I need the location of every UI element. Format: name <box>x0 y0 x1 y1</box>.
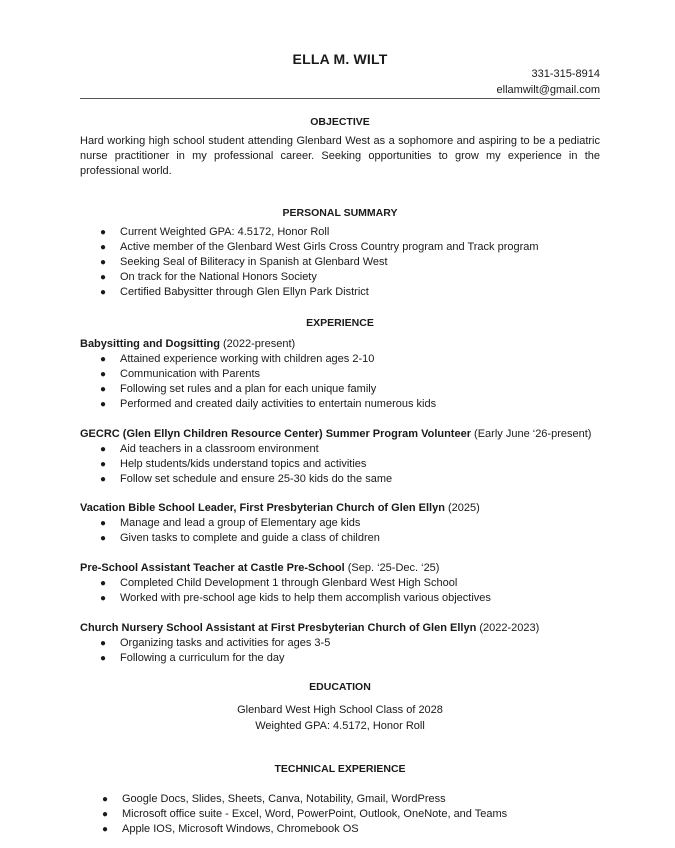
job-title: Vacation Bible School Leader, First Presbyterian Church of Glen Ellyn (2025) <box>80 502 480 514</box>
list-item: ● Active member of the Glenbard West Girls Cross Country program and Track program <box>100 241 539 253</box>
list-item: ● Apple IOS, Microsoft Windows, Chromebook OS <box>102 823 359 835</box>
job-title: GECRC (Glen Ellyn Children Resource Center) Summer Program Volunteer (Early June ‘26-present) <box>80 428 592 440</box>
bullet-icon: ● <box>100 272 107 283</box>
technical-experience-heading: TECHNICAL EXPERIENCE <box>274 763 406 775</box>
list-item: ● Organizing tasks and activities for ages 3-5 <box>100 637 331 649</box>
bullet-icon: ● <box>100 399 107 410</box>
bullet-icon: ● <box>102 794 109 805</box>
objective-heading: OBJECTIVE <box>310 116 370 128</box>
bullet-icon: ● <box>100 533 107 544</box>
list-item: ● Help students/kids understand topics and activities <box>100 458 367 470</box>
bullet-icon: ● <box>100 444 107 455</box>
list-item: ● Microsoft office suite - Excel, Word, PowerPoint, Outlook, OneNote, and Teams <box>102 808 508 820</box>
job-title: Babysitting and Dogsitting (2022-present) <box>80 338 296 350</box>
list-item: ● Follow set schedule and ensure 25-30 kids do the same <box>100 473 393 485</box>
job-duties-list <box>80 516 600 546</box>
bullet-icon: ● <box>100 227 107 238</box>
bullet-icon: ● <box>100 638 107 649</box>
bullet-icon: ● <box>100 518 107 529</box>
personal-summary-list <box>80 225 600 300</box>
list-item: ● Aid teachers in a classroom environment <box>100 443 319 455</box>
objective-text: Hard working high school student attending Glenbard West as a sophomore and aspiring to be a pediatric nurse practitioner in my professional career. Seeking opportunities to grow my experience in the professional world. <box>80 135 600 177</box>
bullet-icon: ● <box>100 369 107 380</box>
list-item: ● Certified Babysitter through Glen Ellyn Park District <box>100 286 369 298</box>
bullet-icon: ● <box>100 287 107 298</box>
personal-summary-heading: PERSONAL SUMMARY <box>282 207 398 219</box>
bullet-icon: ● <box>100 354 107 365</box>
list-item: ● Completed Child Development 1 through Glenbard West High School <box>100 577 458 589</box>
header-divider <box>80 98 600 99</box>
job-duties-list <box>80 442 600 487</box>
job-title: Pre-School Assistant Teacher at Castle Pre-School (Sep. ‘25-Dec. ‘25) <box>80 562 440 574</box>
education-school: Glenbard West High School Class of 2028 <box>237 704 443 716</box>
job-duties-list <box>80 352 600 412</box>
bullet-icon: ● <box>100 593 107 604</box>
email-address: ellamwilt@gmail.com <box>496 84 600 96</box>
list-item: ● Given tasks to complete and guide a class of children <box>100 532 380 544</box>
list-item: ● Current Weighted GPA: 4.5172, Honor Roll <box>100 226 330 238</box>
bullet-icon: ● <box>100 257 107 268</box>
phone-number: 331-315-8914 <box>531 68 600 80</box>
list-item: ● Communication with Parents <box>100 368 261 380</box>
list-item: ● Following a curriculum for the day <box>100 652 285 664</box>
list-item: ● Seeking Seal of Biliteracy in Spanish at Glenbard West <box>100 256 388 268</box>
list-item: ● Attained experience working with children ages 2-10 <box>100 353 375 365</box>
bullet-icon: ● <box>100 459 107 470</box>
bullet-icon: ● <box>100 578 107 589</box>
bullet-icon: ● <box>100 242 107 253</box>
list-item: ● Manage and lead a group of Elementary age kids <box>100 517 361 529</box>
job-duties-list <box>80 576 600 606</box>
technical-skills-list <box>80 792 600 837</box>
candidate-name: ELLA M. WILT <box>292 51 388 67</box>
job-title: Church Nursery School Assistant at First Presbyterian Church of Glen Ellyn (2022-2023) <box>80 622 540 634</box>
experience-heading: EXPERIENCE <box>306 317 374 329</box>
list-item: ● Performed and created daily activities to entertain numerous kids <box>100 398 437 410</box>
list-item: ● On track for the National Honors Society <box>100 271 317 283</box>
bullet-icon: ● <box>100 653 107 664</box>
job-duties-list <box>80 636 600 666</box>
bullet-icon: ● <box>102 809 109 820</box>
education-gpa: Weighted GPA: 4.5172, Honor Roll <box>255 720 425 732</box>
bullet-icon: ● <box>102 824 109 835</box>
list-item: ● Worked with pre-school age kids to help them accomplish various objectives <box>100 592 491 604</box>
bullet-icon: ● <box>100 474 107 485</box>
list-item: ● Following set rules and a plan for each unique family <box>100 383 377 395</box>
education-heading: EDUCATION <box>309 681 371 693</box>
list-item: ● Google Docs, Slides, Sheets, Canva, Notability, Gmail, WordPress <box>102 793 446 805</box>
bullet-icon: ● <box>100 384 107 395</box>
